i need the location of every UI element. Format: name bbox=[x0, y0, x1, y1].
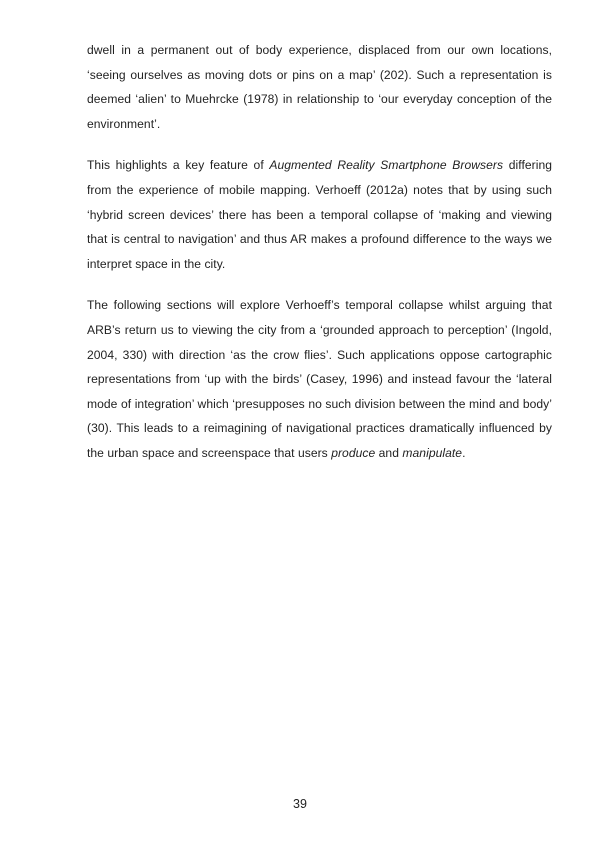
italic-term: Augmented Reality Smartphone Browsers bbox=[269, 158, 504, 173]
paragraph-text: dwell in a permanent out of body experience, displaced from our own locations, ‘seeing ourselves as moving dots or pins on a map’ (202). Such a representation is deemed ‘alien’ to Muehrcke (1978) in relationship to ‘our everyday conception of the environment’. bbox=[87, 43, 552, 131]
paragraph-2 bbox=[87, 153, 552, 276]
italic-term: manipulate bbox=[402, 445, 463, 460]
paragraph-text: and bbox=[375, 445, 403, 460]
paragraph-text: differing from the experience of mobile mapping. Verhoeff (2012a) notes that by using such ‘hybrid screen devices’ there has been a temporal collapse of ‘making and viewing that is central to navigation’ and thus AR makes a profound difference to the ways we interpret space in the city. bbox=[87, 158, 552, 271]
body-text bbox=[87, 38, 552, 483]
paragraph-1 bbox=[87, 38, 552, 136]
paragraph-3 bbox=[87, 293, 552, 465]
paragraph-text: The following sections will explore Verhoeff’s temporal collapse whilst arguing that ARB’s return us to viewing the city from a ‘grounded approach to perception’ (Ingold, 2004, 330) with direction ‘as the crow flies’. Such applications oppose cartographic representations from ‘up with the birds’ (Casey, 1996) and instead favour the ‘lateral mode of integration’ which ‘presupposes no such division between the mind and body’ (30). This leads to a reimagining of navigational practices dramatically influenced by the urban space and screenspace that users bbox=[87, 298, 552, 460]
italic-term: produce bbox=[331, 445, 376, 460]
paragraph-text: . bbox=[462, 445, 466, 460]
page-number: 39 bbox=[293, 797, 307, 811]
paragraph-text: This highlights a key feature of bbox=[87, 158, 270, 173]
